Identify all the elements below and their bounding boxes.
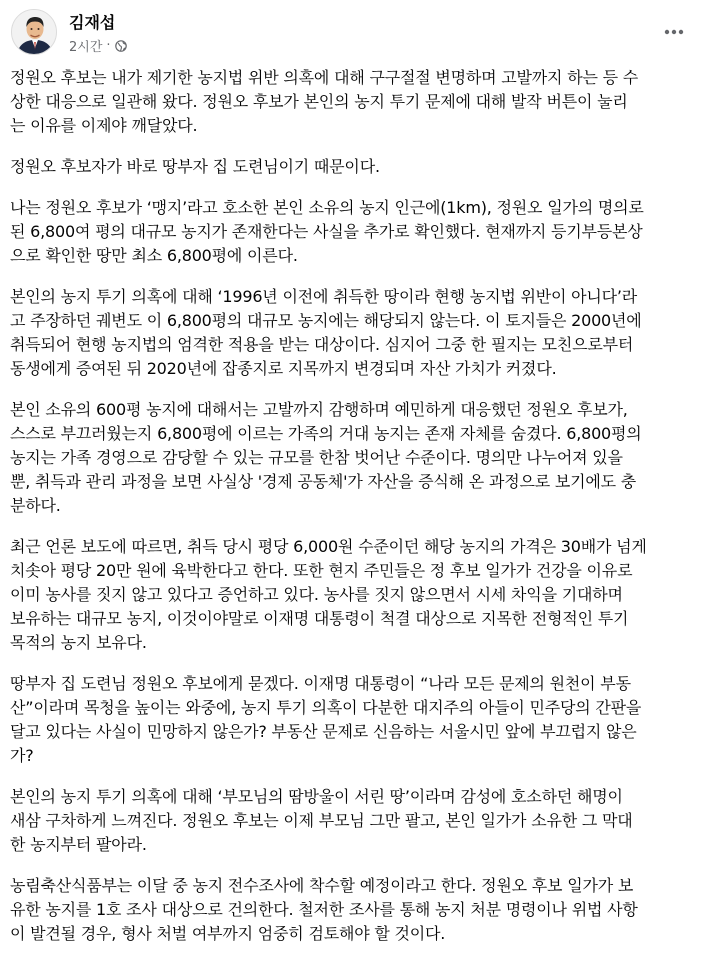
post-body: [10, 66, 694, 963]
paragraph-line: 고 주장하던 궤변도 이 6,800평의 대규모 농지에는 해당되지 않는다. 이 토지들은 2000년에: [10, 311, 642, 330]
paragraph-line: 동생에게 증여된 뒤 2020년에 잡종지로 지목까지 변경되며 자산 가치가 커졌다.: [10, 359, 557, 378]
paragraph-line: 으로 확인한 땅만 최소 6,800평에 이른다.: [10, 246, 298, 265]
author-name[interactable]: 김재섭: [69, 13, 116, 32]
paragraph-line: 보유하는 대규모 농지, 이것이야말로 이재명 대통령이 척결 대상으로 지목한 전형적인 투기: [10, 609, 629, 628]
post-header: [0, 0, 702, 66]
paragraph-line: 나는 정원오 후보가 ‘맹지’라고 호소한 본인 소유의 농지 인근에(1km), 정원오 일가의 명의로: [10, 198, 644, 217]
more-horizontal-icon: [664, 29, 684, 35]
paragraph-line: 정원오 후보는 내가 제기한 농지법 위반 의혹에 대해 구구절절 변명하며 고발까지 하는 등 수: [10, 68, 638, 87]
post-meta: [69, 36, 127, 55]
paragraph-line: 치솟아 평당 20만 원에 육박한다고 한다. 또한 현지 주민들은 정 후보 일가가 건강을 이유로: [10, 561, 633, 580]
more-options-button[interactable]: [656, 18, 692, 46]
paragraph-line: 정원오 후보자가 바로 땅부자 집 도련님이기 때문이다.: [10, 157, 380, 176]
paragraph-line: 상한 대응으로 일관해 왔다. 정원오 후보가 본인의 농지 투기 문제에 대해 발작 버튼이 눌리: [10, 92, 628, 111]
paragraph-line: 본인 소유의 600평 농지에 대해서는 고발까지 감행하며 예민하게 대응했던 정원오 후보가,: [10, 400, 628, 419]
meta-separator: ·: [106, 38, 111, 53]
post-paragraph: [10, 155, 694, 179]
post-paragraph: [10, 66, 694, 138]
paragraph-line: 새삼 구차하게 느껴진다. 정원오 후보는 이제 부모님 그만 팔고, 본인 일가가 소유한 그 막대: [10, 811, 633, 830]
paragraph-line: 목적의 농지 보유다.: [10, 633, 147, 652]
paragraph-line: 달고 있다는 사실이 민망하지 않은가? 부동산 문제로 신음하는 서울시민 앞에 부끄럽지 않은: [10, 722, 637, 741]
post-paragraph: [10, 285, 694, 381]
post-paragraph: [10, 535, 694, 655]
paragraph-line: 취득되어 현행 농지법의 엄격한 적용을 받는 대상이다. 심지어 그중 한 필지는 모친으로부터: [10, 335, 634, 354]
paragraph-line: 분하다.: [10, 496, 61, 515]
paragraph-line: 농지는 가족 경영으로 감당할 수 있는 규모를 한참 벗어난 수준이다. 명의만 나누어져 있을: [10, 448, 623, 467]
post-paragraph: [10, 398, 694, 518]
paragraph-line: 이 발견될 경우, 형사 처벌 여부까지 엄중히 검토해야 할 것이다.: [10, 924, 446, 943]
paragraph-line: 농림축산식품부는 이달 중 농지 전수조사에 착수할 예정이라고 한다. 정원오 후보 일가가 보: [10, 876, 634, 895]
post-paragraph: [10, 196, 694, 268]
paragraph-line: 는 이유를 이제야 깨달았다.: [10, 116, 198, 135]
paragraph-line: 유한 농지를 1호 조사 대상으로 건의한다. 철저한 조사를 통해 농지 처분 명령이나 위법 사항: [10, 900, 638, 919]
post-paragraph: [10, 785, 694, 857]
paragraph-line: 한 농지부터 팔아라.: [10, 835, 147, 854]
post-paragraph: [10, 874, 694, 946]
avatar[interactable]: [11, 9, 57, 55]
paragraph-line: 가?: [10, 746, 34, 765]
paragraph-line: 이미 농사를 짓지 않고 있다고 증언하고 있다. 농사를 짓지 않으면서 시세 차익을 기대하며: [10, 585, 623, 604]
paragraph-line: 본인의 농지 투기 의혹에 대해 ‘1996년 이전에 취득한 땅이라 현행 농지법 위반이 아니다’라: [10, 287, 638, 306]
post-paragraph: [10, 672, 694, 768]
paragraph-line: 최근 언론 보도에 따르면, 취득 당시 평당 6,000원 수준이던 해당 농지의 가격은 30배가 넘게: [10, 537, 647, 556]
avatar-photo: [12, 10, 57, 55]
paragraph-line: 된 6,800여 평의 대규모 농지가 존재한다는 사실을 추가로 확인했다. 현재까지 등기부등본상: [10, 222, 643, 241]
globe-icon[interactable]: [115, 40, 127, 52]
paragraph-line: 본인의 농지 투기 의혹에 대해 ‘부모님의 땀방울이 서린 땅’이라며 감성에 호소하던 해명이: [10, 787, 623, 806]
post-timestamp[interactable]: 2시간: [69, 40, 103, 55]
paragraph-line: 땅부자 집 도련님 정원오 후보에게 묻겠다. 이재명 대통령이 “나라 모든 문제의 원천이 부동: [10, 674, 631, 693]
paragraph-line: 스스로 부끄러웠는지 6,800평에 이르는 가족의 거대 농지는 존재 자체를 숨겼다. 6,800평의: [10, 424, 642, 443]
paragraph-line: 산”이라며 목청을 높이는 와중에, 농지 투기 의혹이 다분한 대지주의 아들이 민주당의 간판을: [10, 698, 642, 717]
paragraph-line: 뿐, 취득과 관리 과정을 보면 사실상 '경제 공동체'가 자산을 증식해 온 과정으로 보기에도 충: [10, 472, 637, 491]
